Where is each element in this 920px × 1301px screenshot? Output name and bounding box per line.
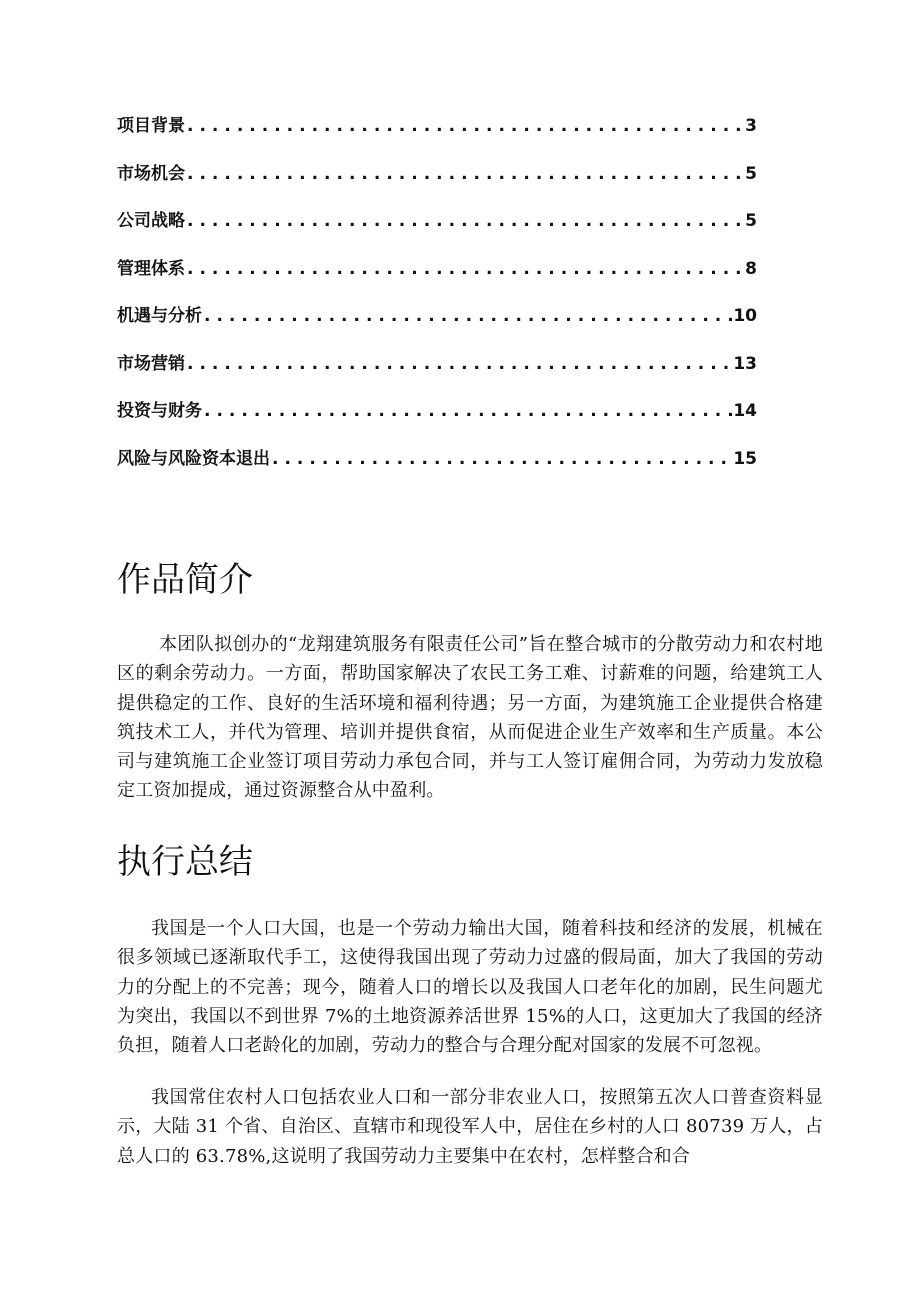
toc-entry-page: 14 [733,401,757,421]
toc-entry-page: 10 [733,306,757,326]
toc-entry-title: 投资与财务 [117,401,202,421]
toc-entry-page: 13 [733,353,757,374]
toc-entry-page: 5 [745,163,757,184]
summary-paragraph: 我国是一个人口大国，也是一个劳动力输出大国，随着科技和经济的发展，机械在很多领域已逐渐取代手工，这使得我国出现了劳动力过盛的假局面，加大了我国的劳动力的分配上的不完善；现今，随着人口的增长以及我国人口老年化的加剧，民生问题尤为突出，我国以不到世界 7%的土地资源养活世界 15%的人口，这更加大了我国的经济负担，随着人口老龄化的加剧，劳动力的整合与合理分配对国家的发展不可忽视。 [117,918,823,1057]
toc-dot-leader [185,211,745,231]
toc-entry-title: 风险与风险资本退出 [117,448,270,469]
toc-entry-title: 机遇与分析 [117,306,202,326]
toc-entry-page: 15 [733,448,757,469]
intro-paragraph: 本团队拟创办的“龙翔建筑服务有限责任公司”旨在整合城市的分散劳动力和农村地区的剩余劳动力。一方面，帮助国家解决了农民工务工难、讨薪难的问题，给建筑工人提供稳定的工作、良好的生活环境和福利待遇；另一方面，为建筑施工企业提供合格建筑技术工人，并代为管理、培训并提供食宿，从而促进企业生产效率和生产质量。本公司与建筑施工企业签订项目劳动力承包合同，并与工人签订雇佣合同，为劳动力发放稳定工资加提成，通过资源整合从中盈利。 [117,634,823,802]
toc-entry-title: 公司战略 [117,211,185,231]
section-heading-summary: 执行总结 [117,842,253,882]
toc-entry[interactable] [117,374,757,422]
toc-dot-leader [185,259,745,279]
toc-entry-title: 市场机会 [117,163,185,184]
toc-entry[interactable] [117,110,757,136]
toc-entry-title: 项目背景 [117,116,185,136]
toc-entry[interactable] [117,421,757,469]
toc-entry-page: 3 [745,116,757,136]
toc-dot-leader [185,116,745,136]
toc-entry-title: 市场营销 [117,353,185,374]
toc-entry[interactable] [117,326,757,374]
toc-dot-leader [185,164,745,184]
section-heading-intro: 作品简介 [117,560,253,600]
summary-paragraph: 我国常住农村人口包括农业人口和一部分非农业人口，按照第五次人口普查资料显示，大陆 31 个省、自治区、直辖市和现役军人中，居住在乡村的人口 80739 万人，占总人口的 63.78%,这说明了我国劳动力主要集中在农村，怎样整合和合 [117,1087,823,1167]
toc-entry-page: 8 [745,258,757,279]
toc-entry[interactable] [117,184,757,232]
table-of-contents [117,110,757,469]
toc-dot-leader [202,306,733,326]
toc-entry[interactable] [117,136,757,184]
toc-dot-leader [270,449,733,469]
toc-entry[interactable] [117,279,757,327]
toc-entry-page: 5 [745,211,757,231]
toc-entry-title: 管理体系 [117,258,185,279]
toc-dot-leader [185,354,733,374]
toc-dot-leader [202,401,733,421]
toc-entry[interactable] [117,231,757,279]
